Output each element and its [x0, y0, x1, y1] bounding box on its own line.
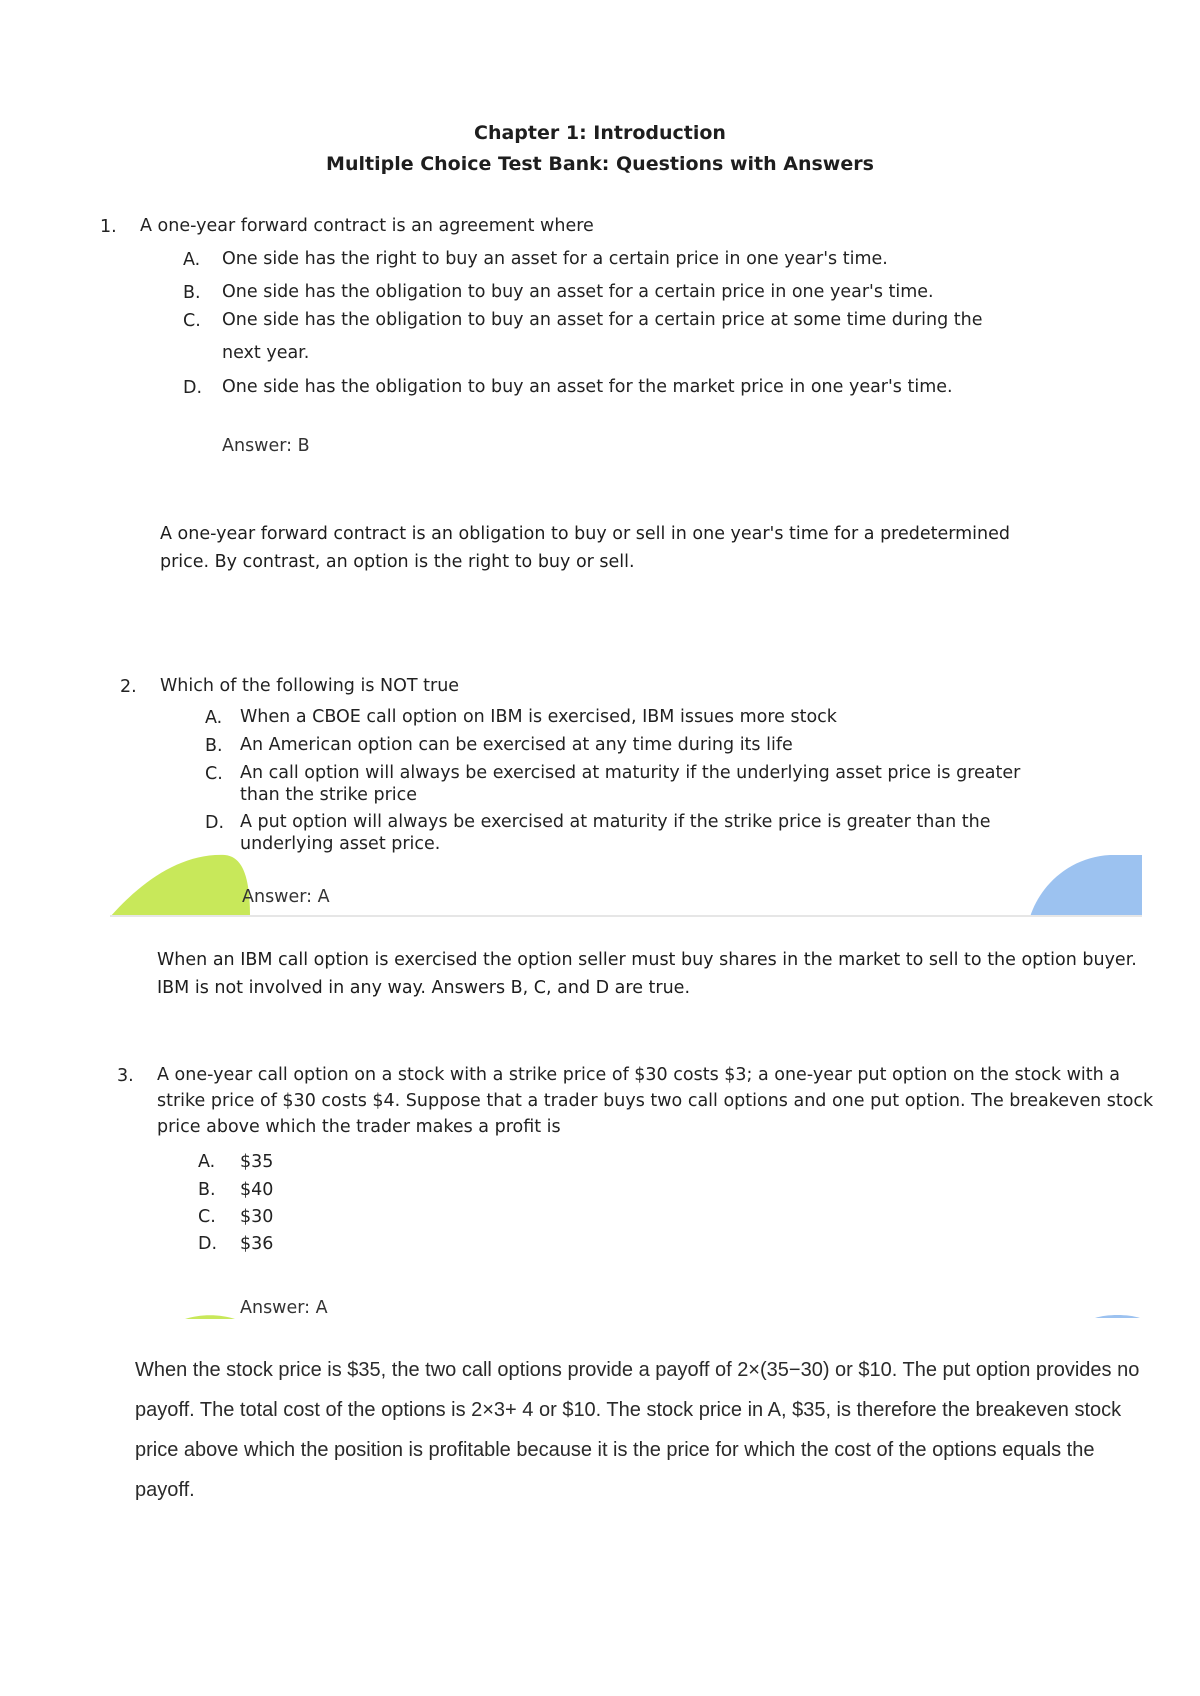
option-text: One side has the obligation to buy an asset for the market price in one year's time.: [222, 377, 953, 397]
option-text: than the strike price: [240, 785, 418, 805]
option-text: $30: [240, 1207, 274, 1227]
option-letter: C.: [183, 311, 201, 331]
option-letter: C.: [198, 1207, 216, 1227]
option-letter: A.: [198, 1152, 216, 1172]
question-number: 3.: [117, 1066, 134, 1086]
answer-explanation: When an IBM call option is exercised the option seller must buy shares in the market to sell to the option buyer. IBM is not involved in any way. Answers B, C, and D are true.: [157, 950, 1137, 998]
decorative-lime-shape: [110, 853, 250, 917]
option-text: One side has the obligation to buy an asset for a certain price at some time during the: [222, 310, 983, 330]
option-text: underlying asset price.: [240, 834, 441, 854]
option-text: $40: [240, 1180, 274, 1200]
option-letter: A.: [183, 250, 201, 270]
answer-label: Answer: B: [222, 436, 310, 456]
question-stem: A one-year forward contract is an agreement where: [140, 216, 594, 236]
option-letter: D.: [198, 1234, 218, 1254]
chapter-title: Chapter 1: Introduction: [474, 122, 726, 144]
divider: [110, 915, 1142, 917]
answer-explanation: A one-year forward contract is an obligation to buy or sell in one year's time for a predetermined price. By contrast, an option is the right to buy or sell.: [160, 524, 1011, 572]
decorative-blue-shape: [1095, 1313, 1140, 1318]
answer-label: Answer: A: [242, 887, 330, 907]
option-letter: A.: [205, 708, 223, 728]
option-letter: D.: [205, 813, 225, 833]
option-text: When a CBOE call option on IBM is exercised, IBM issues more stock: [240, 707, 837, 727]
option-letter: C.: [205, 764, 223, 784]
answer-explanation: When the stock price is $35, the two call options provide a payoff of 2×(35−30) or $10. The put option provides no payoff. The total cost of the options is 2×3+ 4 or $10. The stock price in A, $35, is therefore the breakeven stock price above which the position is profitable because it is the price for which the cost of the options equals the payoff.: [135, 1359, 1140, 1501]
document-subtitle: Multiple Choice Test Bank: Questions with Answers: [326, 153, 874, 175]
option-text: An call option will always be exercised at maturity if the underlying asset price is greater: [240, 763, 1021, 783]
option-text: $36: [240, 1234, 274, 1254]
question-number: 1.: [100, 217, 117, 237]
question-stem: Which of the following is NOT true: [160, 676, 460, 696]
option-text: $35: [240, 1152, 274, 1172]
option-text: next year.: [222, 343, 310, 363]
option-letter: B.: [183, 283, 201, 303]
option-text: One side has the right to buy an asset for a certain price in one year's time.: [222, 249, 888, 269]
option-text: A put option will always be exercised at maturity if the strike price is greater than the: [240, 812, 991, 832]
decorative-blue-shape: [1030, 855, 1142, 917]
option-letter: B.: [205, 736, 223, 756]
option-letter: B.: [198, 1180, 216, 1200]
option-letter: D.: [183, 378, 203, 398]
answer-label: Answer: A: [240, 1298, 328, 1318]
option-text: An American option can be exercised at any time during its life: [240, 735, 793, 755]
question-stem: A one-year call option on a stock with a strike price of $30 costs $3; a one-year put option on the stock with a strike price of $30 costs $4. Suppose that a trader buys two call options and one put option. The breakeven stock price above which the trader makes a profit is: [157, 1065, 1154, 1137]
option-text: One side has the obligation to buy an asset for a certain price in one year's time.: [222, 282, 934, 302]
question-number: 2.: [120, 677, 137, 697]
decorative-lime-shape: [185, 1313, 235, 1319]
